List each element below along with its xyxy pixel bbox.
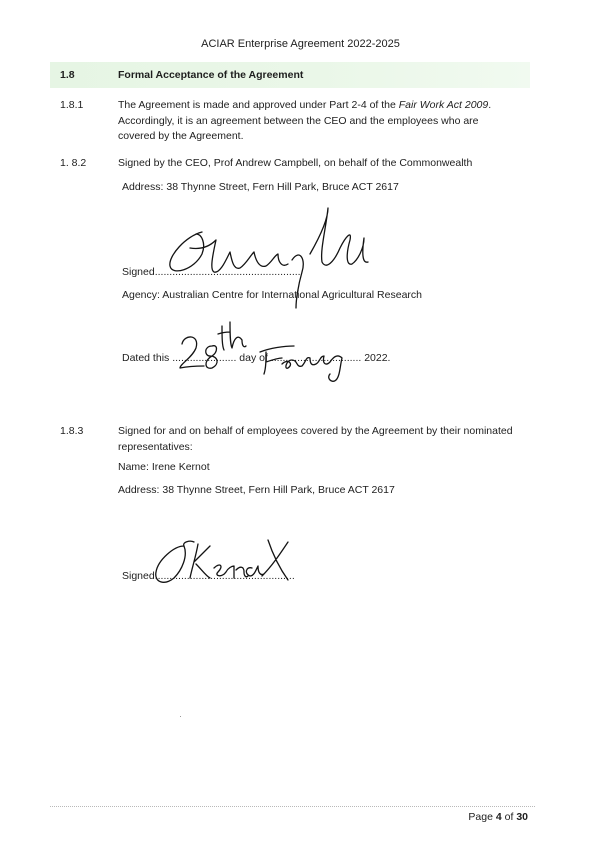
section-heading-band	[50, 62, 530, 88]
clause-number-1-8-1: 1.8.1	[60, 99, 84, 111]
clause-number-1-8-2: 1. 8.2	[60, 157, 87, 169]
page-number: Page 4 of 30	[468, 811, 528, 823]
representative-signed-line: Signed................................................	[122, 570, 295, 582]
clause-1-8-1-text: The Agreement is made and approved under Part 2-4 of the Fair Work Act 2009. Accordingly, it is an agreement between the CEO and the employees who are covered by the Agreement.	[118, 99, 492, 142]
scan-speck	[180, 716, 181, 717]
clause-number-1-8-3: 1.8.3	[60, 425, 84, 437]
footer-divider	[50, 806, 535, 807]
section-heading: Formal Acceptance of the Agreement	[118, 69, 304, 81]
section-number: 1.8	[60, 69, 75, 81]
representative-address: Address: 38 Thynne Street, Fern Hill Park, Bruce ACT 2617	[118, 484, 395, 496]
representative-signature	[148, 532, 298, 594]
agency-line: Agency: Australian Centre for International Agricultural Research	[122, 289, 422, 301]
clause-1-8-3-text: Signed for and on behalf of employees covered by the Agreement by their nominated representatives:	[118, 425, 513, 453]
document-title: ACIAR Enterprise Agreement 2022-2025	[201, 38, 400, 50]
act-name: Fair Work Act 2009	[398, 99, 489, 111]
representative-name: Name: Irene Kernot	[118, 461, 210, 473]
ceo-address: Address: 38 Thynne Street, Fern Hill Park, Bruce ACT 2617	[122, 181, 399, 193]
ceo-signed-line: Signed..................................................	[122, 266, 301, 278]
dated-line: Dated this ...................... day of ............................... 2022.	[122, 352, 391, 364]
clause-1-8-2-text: Signed by the CEO, Prof Andrew Campbell, on behalf of the Commonwealth	[118, 157, 473, 169]
handwritten-date	[170, 318, 360, 388]
